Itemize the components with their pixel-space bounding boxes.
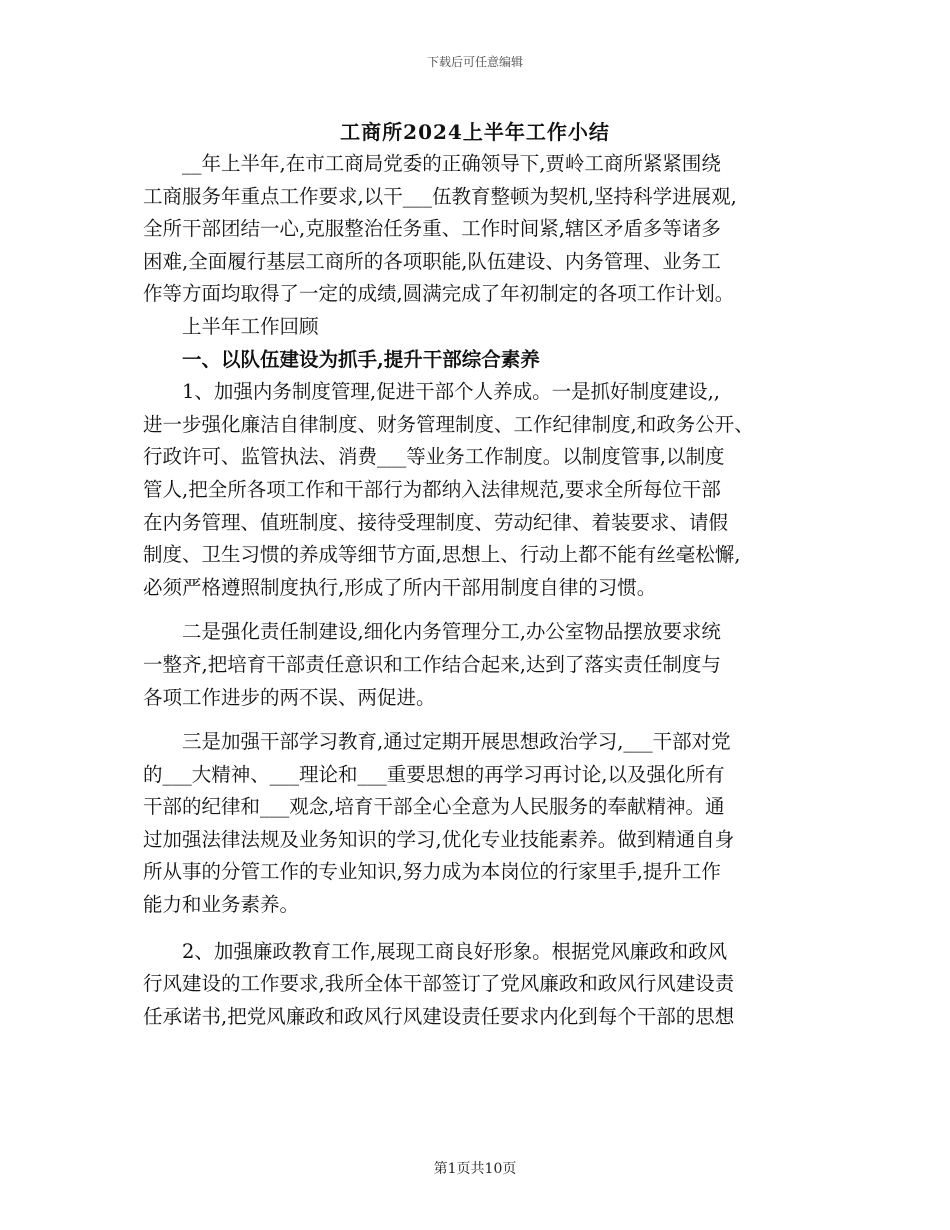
body-line: 二是强化责任制建设,细化内务管理分工,办公室物品摆放要求统 — [143, 620, 721, 644]
body-line: 行风建设的工作要求,我所全体干部签订了党风廉政和政风行风建设责 — [143, 972, 735, 996]
body-line: 能力和业务素养。 — [143, 893, 300, 917]
body-line: 作等方面均取得了一定的成绩,圆满完成了年初制定的各项工作计划。 — [143, 282, 735, 306]
body-line: 过加强法律法规及业务知识的学习,优化专业技能素养。做到精通自身 — [143, 827, 735, 851]
body-line: 各项工作进步的两不误、两促进。 — [143, 685, 436, 709]
page-footer-number: 第1页共10页 — [433, 1161, 517, 1177]
body-line: 的___大精神、___理论和___重要思想的再学习再讨论,以及强化所有 — [143, 762, 725, 786]
body-line: 必须严格遵照制度执行,形成了所内干部用制度自律的习惯。 — [143, 575, 657, 599]
body-line: 所从事的分管工作的专业知识,努力成为本岗位的行家里手,提升工作 — [143, 860, 721, 884]
body-line: 行政许可、监管执法、消费___等业务工作制度。以制度管事,以制度 — [143, 445, 725, 469]
body-line: 在内务管理、值班制度、接待受理制度、劳动纪律、着装要求、请假 — [143, 510, 729, 534]
section-label: 上半年工作回顾 — [143, 314, 319, 338]
body-line: 1、加强内务制度管理,促进干部个人养成。一是抓好制度建设,, — [143, 380, 721, 404]
page-header-note: 下载后可任意编辑 — [426, 55, 523, 69]
body-line: 管人,把全所各项工作和干部行为都纳入法律规范,要求全所每位干部 — [143, 477, 721, 501]
body-line: __年上半年,在市工商局党委的正确领导下,贾岭工商所紧紧围绕 — [143, 152, 721, 175]
body-line: 一整齐,把培育干部责任意识和工作结合起来,达到了落实责任制度与 — [143, 652, 721, 676]
body-line: 制度、卫生习惯的养成等细节方面,思想上、行动上都不能有丝毫松懈, — [143, 543, 741, 567]
body-line: 干部的纪律和___观念,培育干部全心全意为人民服务的奉献精神。通 — [143, 795, 725, 819]
body-line: 工商服务年重点工作要求,以干___伍教育整顿为契机,坚持科学进展观, — [143, 184, 737, 208]
document-body — [143, 148, 815, 1033]
body-line: 任承诺书,把党风廉政和政风行风建设责任要求内化到每个干部的思想 — [143, 1004, 735, 1028]
body-line: 进一步强化廉洁自律制度、财务管理制度、工作纪律制度,和政务公开、 — [143, 412, 754, 436]
section-heading: 一、以队伍建设为抓手,提升干部综合素养 — [143, 347, 540, 371]
body-line: 全所干部团结一心,克服整治任务重、工作时间紧,辖区矛盾多等诸多 — [143, 217, 721, 241]
body-line: 2、加强廉政教育工作,展现工商良好形象。根据党风廉政和政风 — [143, 939, 728, 963]
body-line: 困难,全面履行基层工商所的各项职能,队伍建设、内务管理、业务工 — [143, 249, 721, 273]
document-title: 工商所2024上半年工作小结 — [340, 120, 610, 144]
body-line: 三是加强干部学习教育,通过定期开展思想政治学习,___干部对党 — [143, 730, 731, 754]
